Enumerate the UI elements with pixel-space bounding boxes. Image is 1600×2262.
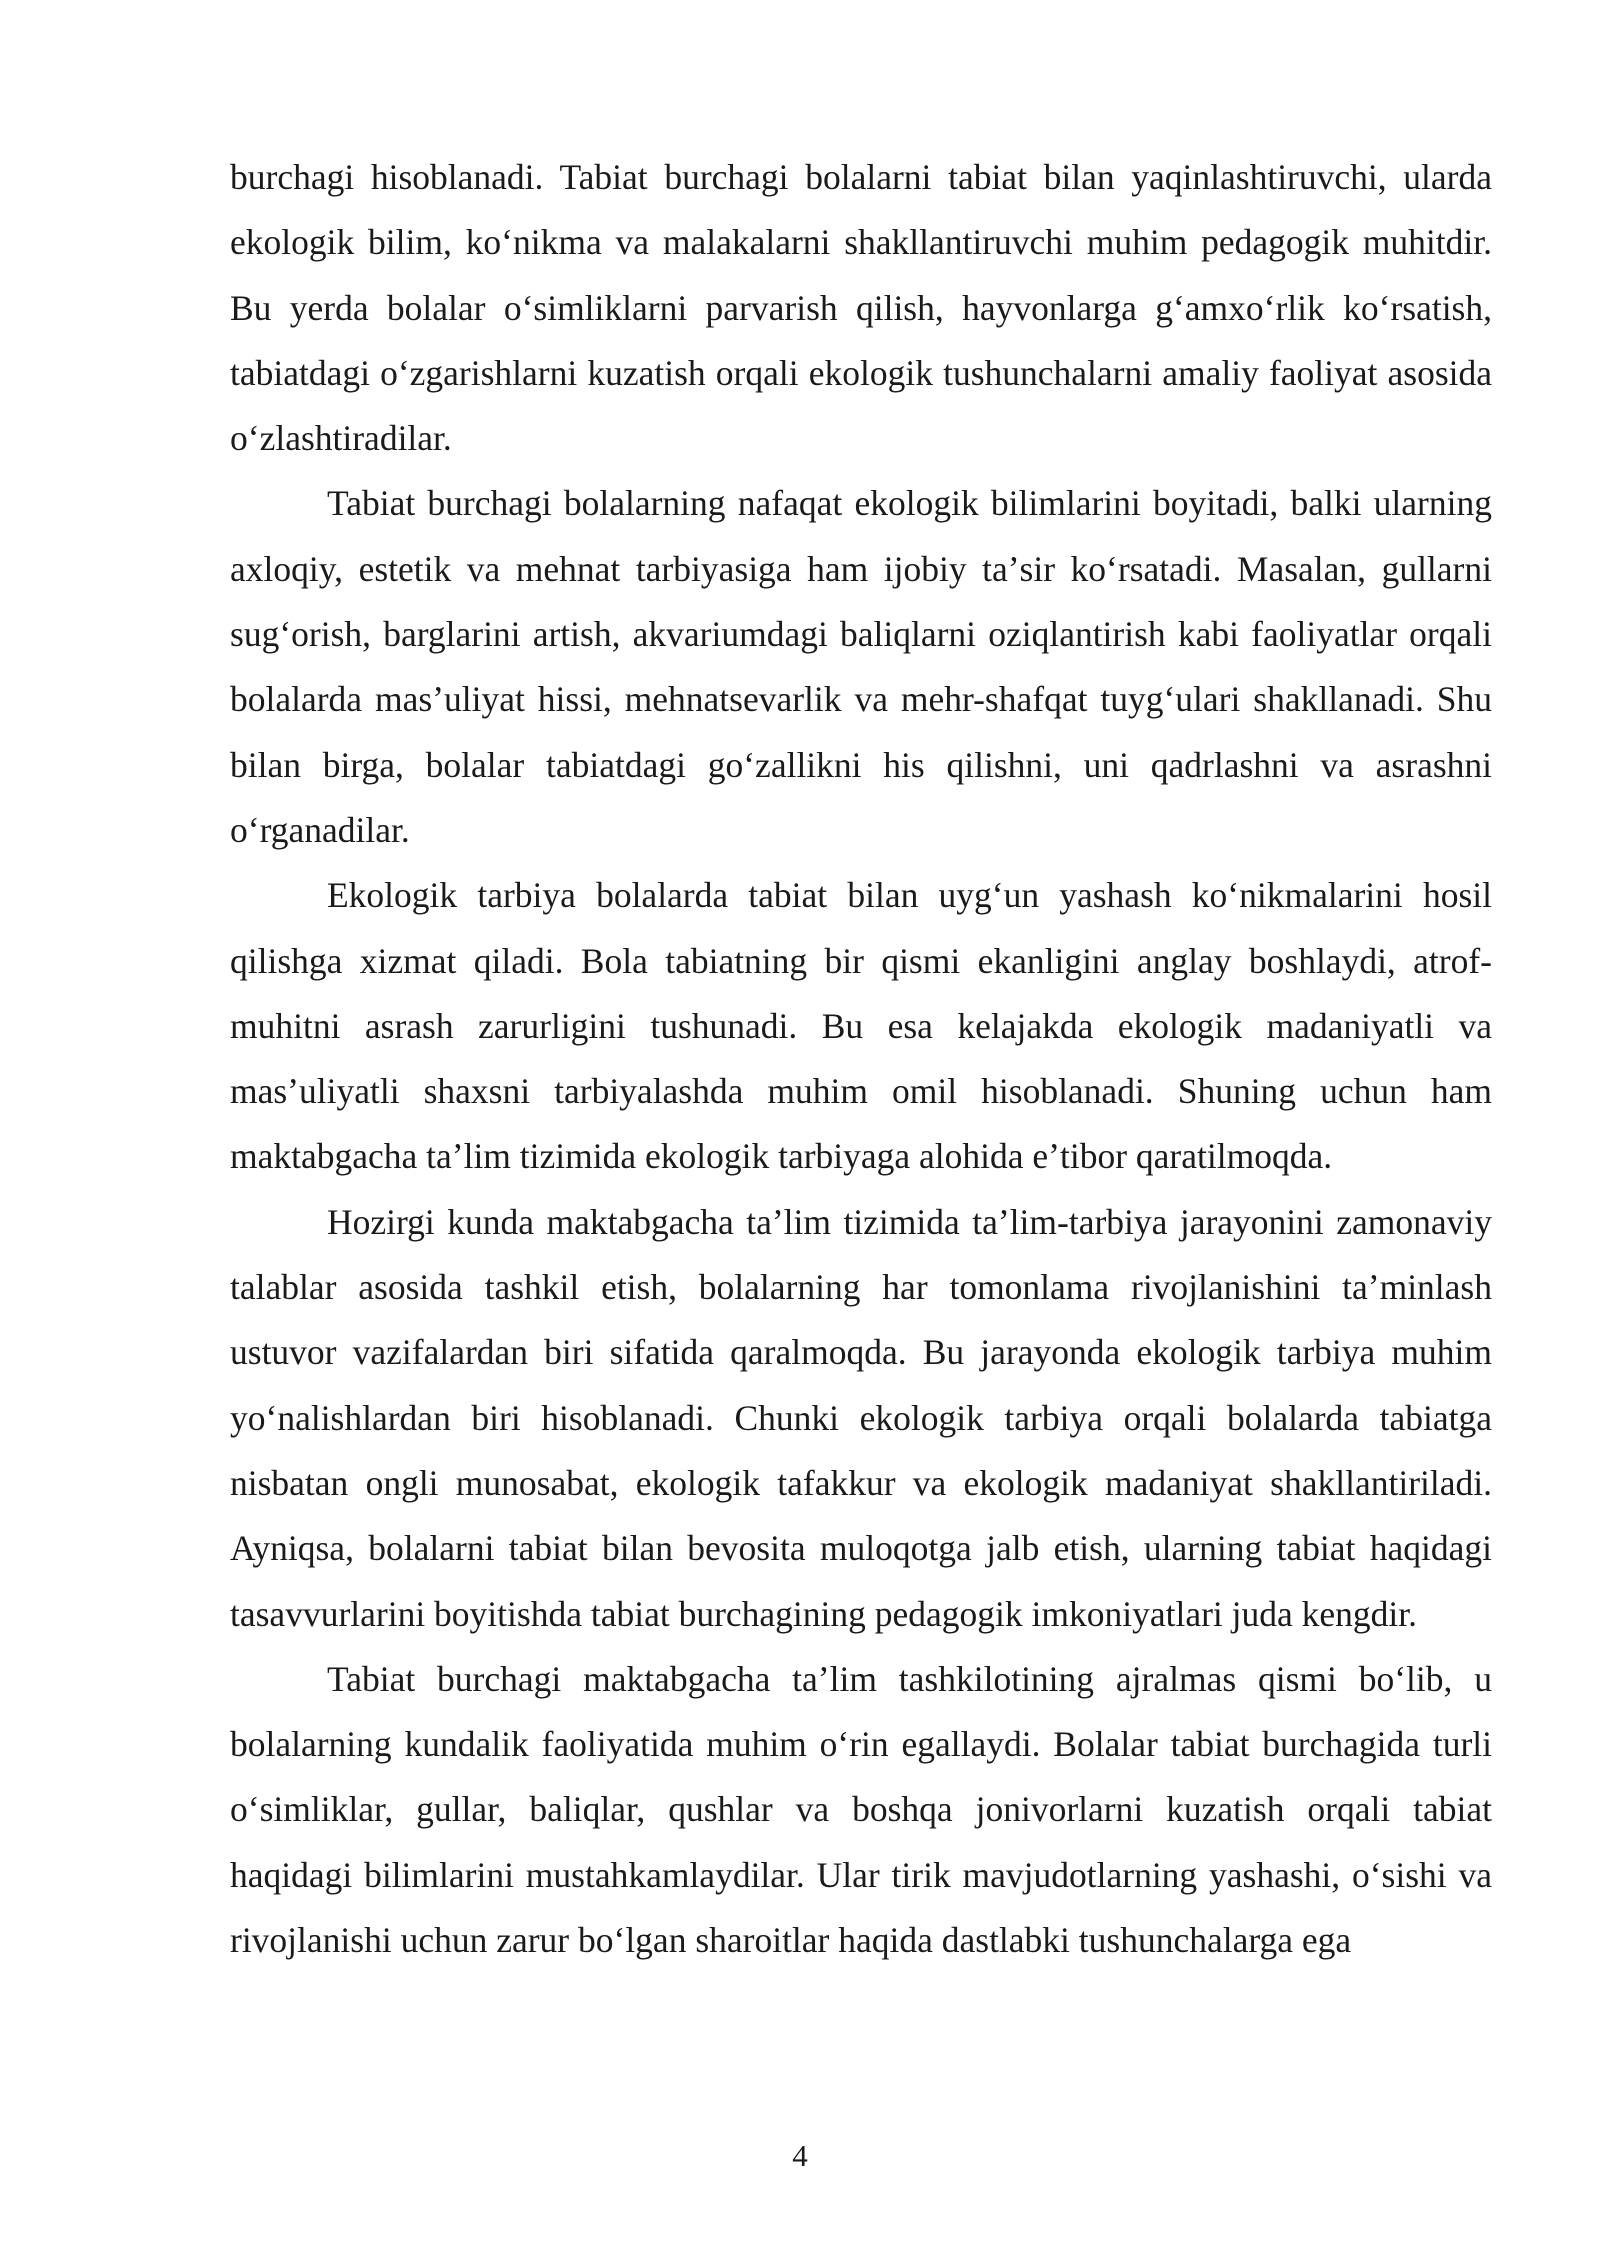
paragraph-5: Tabiat burchagi maktabgacha taʼlim tashkilotining ajralmas qismi boʻlib, u bolalarning kundalik faoliyatida muhim oʻrin egallaydi. Bolalar tabiat burchagida turli oʻsimliklar, gullar, baliqlar, qushlar va boshqa jonivorlarni kuzatish orqali tabiat haqidagi bilimlarini mustahkamlaydilar. Ular tirik mavjudotlarning yashashi, oʻsishi va rivojlanishi uchun zarur boʻlgan sharoitlar haqida dastlabki tushunchalarga ega [230,1658,1492,1961]
page-number: 4 [792,2138,808,2173]
paragraph-2: Tabiat burchagi bolalarning nafaqat ekologik bilimlarini boyitadi, balki ularning axloqiy, estetik va mehnat tarbiyasiga ham ijobiy taʼsir koʻrsatadi. Masalan, gullarni sugʻorish, barglarini artish, akvariumdagi baliqlarni oziqlantirish kabi faoliyatlar orqali bolalarda masʼuliyat hissi, mehnatsevarlik va mehr-shafqat tuygʻulari shakllanadi. Shu bilan birga, bolalar tabiatdagi goʻzallikni his qilishni, uni qadrlashni va asrashni oʻrganadilar. [230,483,1492,850]
paragraph-3: Ekologik tarbiya bolalarda tabiat bilan uygʻun yashash koʻnikmalarini hosil qilishga xizmat qiladi. Bola tabiatning bir qismi ekanligini anglay boshlaydi, atrof-muhitni asrash zarurligini tushunadi. Bu esa kelajakda ekologik madaniyatli va masʼuliyatli shaxsni tarbiyalashda muhim omil hisoblanadi. Shuning uchun ham maktabgacha taʼlim tizimida ekologik tarbiyaga alohida eʼtibor qaratilmoqda. [230,875,1492,1177]
body-text [230,145,1492,1973]
paragraph-1: burchagi hisoblanadi. Tabiat burchagi bolalarni tabiat bilan yaqinlashtiruvchi, ularda ekologik bilim, koʻnikma va malakalarni shakllantiruvchi muhim pedagogik muhitdir. Bu yerda bolalar oʻsimliklarni parvarish qilish, hayvonlarga gʻamxoʻrlik koʻrsatish, tabiatdagi oʻzgarishlarni kuzatish orqali ekologik tushunchalarni amaliy faoliyat asosida oʻzlashtiradilar. [230,157,1492,459]
paragraph-4: Hozirgi kunda maktabgacha taʼlim tizimida taʼlim-tarbiya jarayonini zamonaviy talablar asosida tashkil etish, bolalarning har tomonlama rivojlanishini taʼminlash ustuvor vazifalardan biri sifatida qaralmoqda. Bu jarayonda ekologik tarbiya muhim yoʻnalishlardan biri hisoblanadi. Chunki ekologik tarbiya orqali bolalarda tabiatga nisbatan ongli munosabat, ekologik tafakkur va ekologik madaniyat shakllantiriladi. Ayniqsa, bolalarni tabiat bilan bevosita muloqotga jalb etish, ularning tabiat haqidagi tasavvurlarini boyitishda tabiat burchagining pedagogik imkoniyatlari juda kengdir. [230,1201,1492,1634]
